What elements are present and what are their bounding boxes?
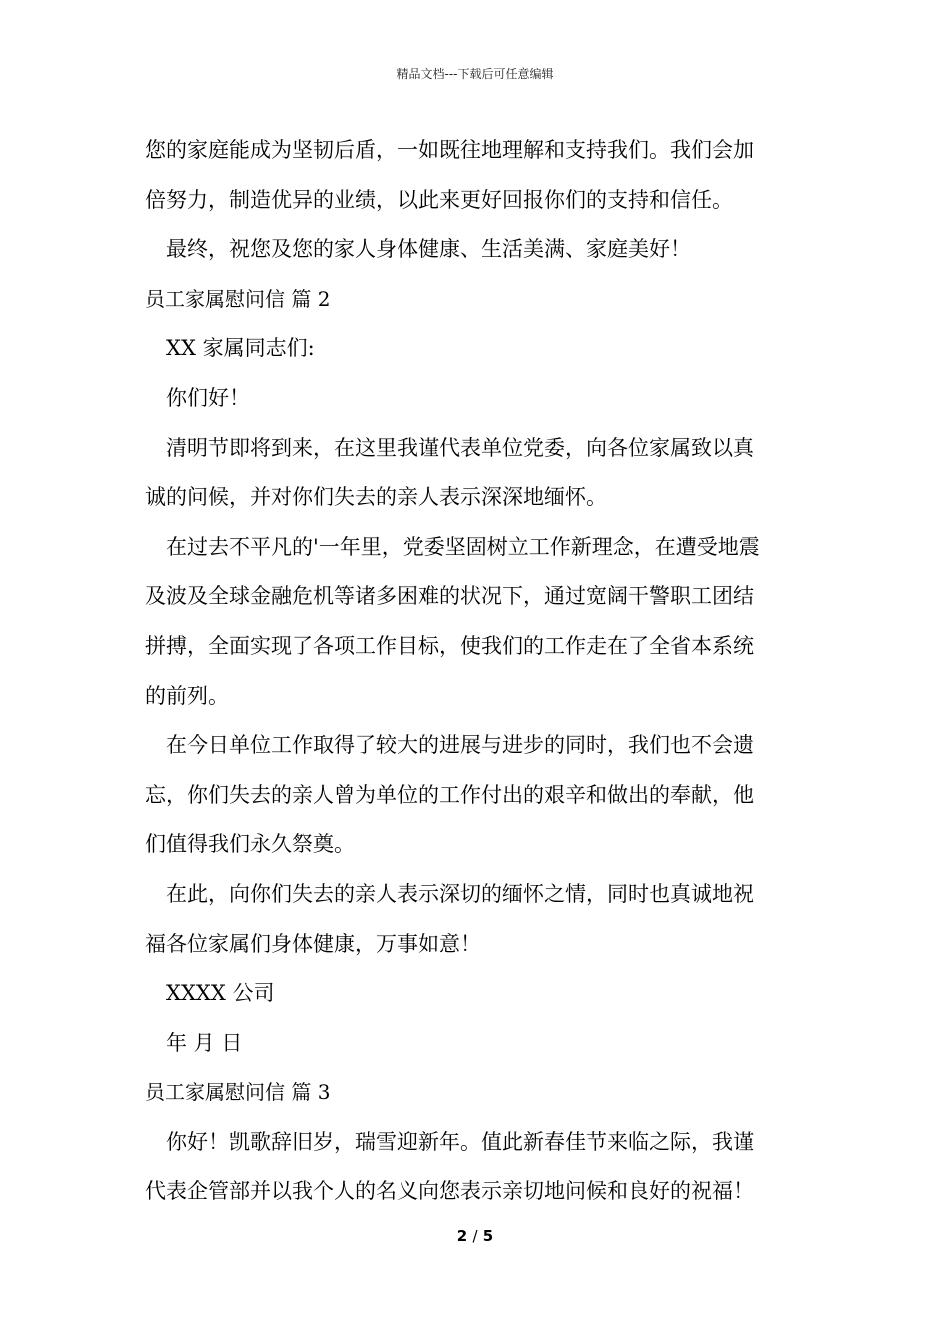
paragraph-line: 在过去不平凡的'一年里，党委坚固树立工作新理念，在遭受地震 xyxy=(166,534,760,559)
document-body xyxy=(145,128,810,1219)
paragraph-line: 拼搏，全面实现了各项工作目标，使我们的工作走在了全省本系统 xyxy=(145,633,754,658)
paragraph-line: 倍努力，制造优异的业绩，以此来更好回报你们的支持和信任。 xyxy=(145,187,733,212)
paragraph-line: 最终，祝您及您的家人身体健康、生活美满、家庭美好！ xyxy=(166,237,691,262)
section-heading: 员工家属慰问信 篇 3 xyxy=(145,1080,331,1105)
salutation: XX 家属同志们: xyxy=(166,336,315,361)
paragraph-line: 代表企管部并以我个人的名义向您表示亲切地问候和良好的祝福！ xyxy=(145,1179,754,1204)
page-total: 5 xyxy=(482,1227,494,1245)
section-heading: 员工家属慰问信 篇 2 xyxy=(145,286,331,311)
greeting: 你们好！ xyxy=(166,385,250,410)
paragraph-line: 忘，你们失去的亲人曾为单位的工作付出的艰辛和做出的奉献，他 xyxy=(145,782,754,807)
paragraph-line: 们值得我们永久祭奠。 xyxy=(145,832,355,857)
page-current: 2 xyxy=(456,1227,468,1245)
paragraph-line: 你好！凯歌辞旧岁，瑞雪迎新年。值此新春佳节来临之际，我谨 xyxy=(166,1129,754,1154)
paragraph-line: 及波及全球金融危机等诸多困难的状况下，通过宽阔干警职工团结 xyxy=(145,584,754,609)
paragraph-line: 福各位家属们身体健康，万事如意！ xyxy=(145,931,481,956)
signature-date: 年 月 日 xyxy=(166,1030,243,1055)
paragraph-line: 诚的问候，并对你们失去的亲人表示深深地缅怀。 xyxy=(145,485,607,510)
paragraph-line: 在今日单位工作取得了较大的进展与进步的同时，我们也不会遗 xyxy=(166,733,754,758)
paragraph-line: 您的家庭能成为坚韧后盾，一如既往地理解和支持我们。我们会加 xyxy=(145,138,754,162)
page-header: 精品文档---下载后可任意编辑 xyxy=(396,67,554,81)
paragraph-line: 在此，向你们失去的亲人表示深切的缅怀之情，同时也真诚地祝 xyxy=(166,881,754,906)
page-number xyxy=(0,1226,950,1246)
signature-company: XXXX 公司 xyxy=(166,981,275,1006)
page-separator: / xyxy=(472,1227,478,1245)
paragraph-line: 的前列。 xyxy=(145,683,229,708)
paragraph-line: 清明节即将到来，在这里我谨代表单位党委，向各位家属致以真 xyxy=(166,435,754,460)
